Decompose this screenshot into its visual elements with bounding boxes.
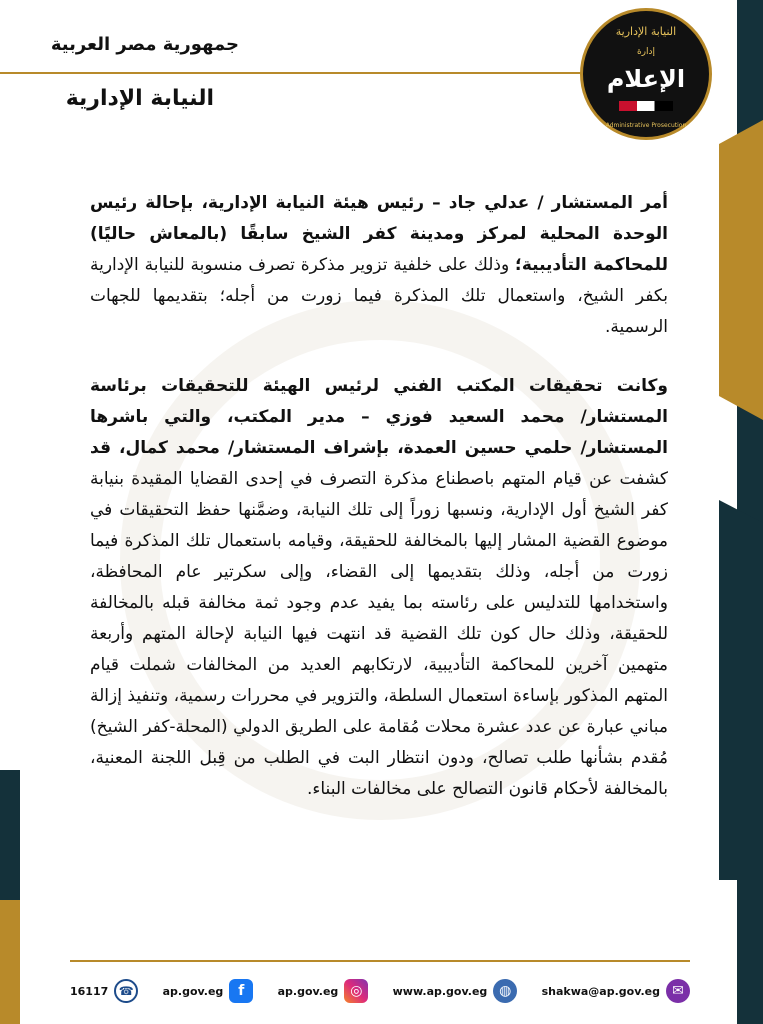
instagram-icon: ◎ bbox=[344, 979, 368, 1003]
paragraph-2-bold: وكانت تحقيقات المكتب الفني لرئيس الهيئة للتحقيقات برئاسة المستشار/ محمد السعيد فوزي – مدير المكتب، والتي باشرها المستشار/ حلمي حسين العمدة، بإشراف المستشار/ محمد كمال، قد bbox=[90, 376, 668, 458]
paragraph-2-regular: كشفت عن قيام المتهم باصطناع مذكرة التصرف في إحدى القضايا المقيدة بنيابة كفر الشيخ أول الإدارية، ونسبها زوراً إلى تلك النيابة، وضمَّنها حفظ التحقيقات في موضوع القضية المشار إليها بالمخالفة للحقيقة، وقيامه باستعمال تلك المذكرة فيما زورت من أجله، وذلك بتقديمها إلى القضاء، وإلى سكرتير عام المحافظة، واستخدامها للتدليس على رئاسته بما يفيد عدم وجود ثمة مخالفة قبله بالمخالفة للحقيقة، وذلك حال كون تلك القضية قد انتهت فيها النيابة لإحالة المتهم وأربعة متهمين آخرين للمحاكمة التأديبية، لارتكابهم العديد من المخالفات شملت قيام المتهم المذكور بإساءة استعمال السلطة، والتزوير في محررات رسمية، وتنفيذ إزالة مباني عبارة عن عدد عشرة محلات مُقامة على الطريق الدولي (المحلة-كفر الشيخ) مُقدم بشأنها طلب تصالح، ودون انتظار البت في الطلب من قِبل اللجنة المعنية، بالمخالفة لأحكام قانون التصالح على مخالفات البناء. bbox=[90, 469, 668, 799]
footer-divider bbox=[70, 960, 690, 962]
logo-main-text: الإعلام bbox=[606, 65, 686, 93]
right-gold-band bbox=[719, 120, 763, 420]
footer-email[interactable] bbox=[542, 979, 690, 1003]
media-department-logo bbox=[580, 8, 712, 140]
email-link[interactable]: shakwa@ap.gov.eg bbox=[541, 984, 660, 998]
organization-name: النيابة الإدارية bbox=[65, 86, 214, 111]
mail-icon: ✉ bbox=[666, 979, 690, 1003]
egypt-flag-icon bbox=[619, 101, 673, 111]
right-dark-band bbox=[719, 500, 763, 880]
header-divider bbox=[0, 72, 600, 74]
article-body bbox=[90, 188, 668, 833]
paragraph-1-regular: وذلك على خلفية تزوير مذكرة تصرف منسوبة للنيابة الإدارية بكفر الشيخ، واستعمال تلك المذكرة فيما زورت من أجله؛ بتقديمها للجهات الرسمية. bbox=[90, 255, 668, 337]
footer-website[interactable] bbox=[393, 979, 518, 1003]
paragraph-1 bbox=[90, 188, 668, 343]
facebook-link[interactable]: ap.gov.eg bbox=[162, 984, 224, 998]
phone-number: 16117 bbox=[70, 984, 109, 998]
footer-phone[interactable] bbox=[70, 979, 138, 1003]
footer-contacts bbox=[70, 974, 690, 1008]
website-link[interactable]: www.ap.gov.eg bbox=[392, 984, 488, 998]
logo-top-text: النيابة الإدارية bbox=[615, 25, 677, 38]
logo-small-text: إدارة bbox=[636, 47, 656, 57]
logo-ring-text: Administrative Prosecution bbox=[605, 122, 687, 129]
paragraph-1-bold: أمر المستشار / عدلي جاد – رئيس هيئة النيابة الإدارية، بإحالة رئيس الوحدة المحلية لمركز ومدينة كفر الشيخ سابقًا (بالمعاش حاليًا) للمحاكمة التأديبية؛ bbox=[90, 193, 668, 275]
globe-icon: ◍ bbox=[493, 979, 517, 1003]
left-gold-band bbox=[0, 900, 20, 1024]
instagram-link[interactable]: ap.gov.eg bbox=[277, 984, 339, 998]
footer-instagram[interactable] bbox=[278, 979, 369, 1003]
facebook-icon: f bbox=[229, 979, 253, 1003]
phone-icon: ☎ bbox=[114, 979, 138, 1003]
paragraph-2 bbox=[90, 371, 668, 805]
footer-facebook[interactable] bbox=[163, 979, 254, 1003]
country-name: جمهورية مصر العربية bbox=[50, 34, 239, 55]
